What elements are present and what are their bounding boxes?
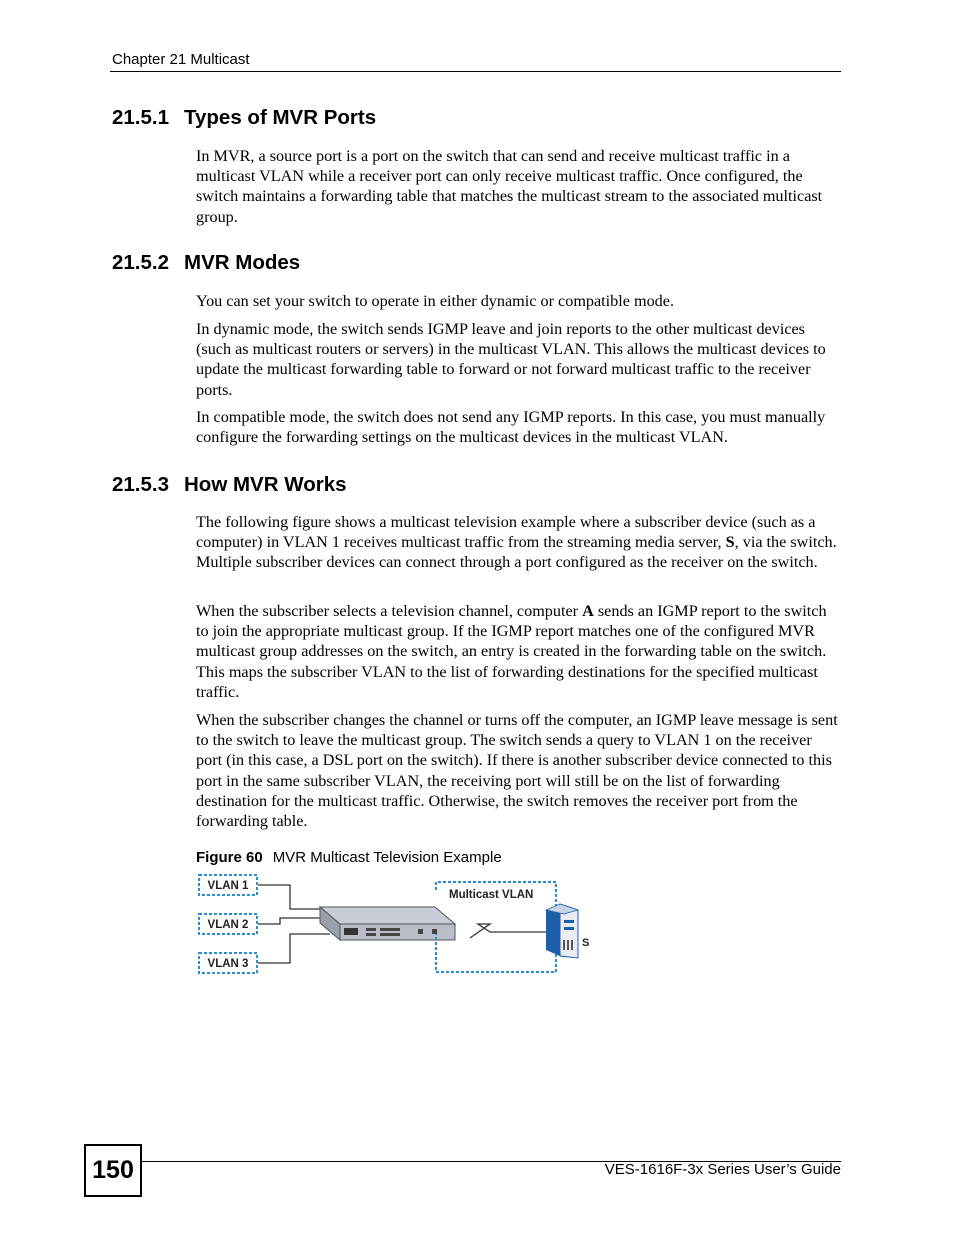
vlan-box xyxy=(199,875,257,895)
server-icon xyxy=(546,904,578,958)
section-heading-how-mvr-works xyxy=(112,473,347,497)
section-title: MVR Modes xyxy=(184,251,301,274)
vlan-box xyxy=(199,953,257,973)
guide-title: VES-1616F-3x Series User’s Guide xyxy=(604,1161,841,1178)
section-number: 21.5.1 xyxy=(112,106,169,129)
switch-icon xyxy=(320,907,455,940)
figure-label: Figure 60 xyxy=(196,849,263,866)
paragraph: The following figure shows a multicast television example where a subscriber device (such as a computer) in VLAN 1 receives multicast traffic from the streaming media server, S, via the switch. Multiple subscriber devices can connect through a port configured as the receiver on the switch. xyxy=(196,513,837,572)
paragraph: In MVR, a source port is a port on the switch that can send and receive multicast traffic in a multicast VLAN while a receiver port can only receive multicast traffic. Once configured, the switch maintains a forwarding table that matches the multicast stream to the associated multicast group. xyxy=(196,147,823,226)
figure-caption xyxy=(196,849,502,866)
vlan-label: VLAN 1 xyxy=(207,880,249,892)
server-label: S xyxy=(582,937,590,949)
paragraph: In compatible mode, the switch does not send any IGMP reports. In this case, you must manually configure the forwarding settings on the multicast devices in the multicast VLAN. xyxy=(196,408,826,447)
emphasis: S xyxy=(725,533,735,552)
figure-caption-text: MVR Multicast Television Example xyxy=(272,849,502,866)
vlan-box xyxy=(199,914,257,934)
section-title: Types of MVR Ports xyxy=(184,106,377,129)
paragraph: In dynamic mode, the switch sends IGMP leave and join reports to the other multicast devices (such as multicast routers or servers) in the multicast VLAN. This allows the multicast devices to update the multicast forwarding table to forward or not forward multicast traffic to the receiver ports. xyxy=(196,320,826,399)
section-heading-types-of-mvr-ports xyxy=(112,106,376,130)
paragraph: When the subscriber changes the channel or turns off the computer, an IGMP leave message is sent to the switch to leave the multicast group. The switch sends a query to VLAN 1 on the receiver port (in this case, a DSL port on the switch). If there is another subscriber device connected to this port in the same subscriber VLAN, the receiving port will still be on the list of forwarding destination for the multicast traffic. Otherwise, the switch removes the receiver port from the forwarding table. xyxy=(196,711,838,831)
paragraph: You can set your switch to operate in either dynamic or compatible mode. xyxy=(196,292,675,310)
vlan-label: VLAN 3 xyxy=(207,958,249,970)
vlan-label: VLAN 2 xyxy=(207,919,249,931)
section-number: 21.5.2 xyxy=(112,251,169,274)
mvr-diagram xyxy=(190,872,600,980)
section-title: How MVR Works xyxy=(184,473,347,496)
emphasis: A xyxy=(582,602,594,620)
section-number: 21.5.3 xyxy=(112,473,169,496)
header-rule xyxy=(110,71,841,72)
multicast-vlan-label: Multicast VLAN xyxy=(449,889,534,901)
running-header: Chapter 21 Multicast xyxy=(112,51,250,68)
page-number: 150 xyxy=(84,1144,142,1197)
paragraph: When the subscriber selects a television channel, computer A sends an IGMP report to the switch to join the appropriate multicast group. If the IGMP report matches one of the configured MVR multicast group addresses on the switch, an entry is created in the forwarding table on the switch. This maps the subscriber VLAN to the list of forwarding destinations for the specified multicast traffic. xyxy=(196,602,827,701)
section-heading-mvr-modes xyxy=(112,251,300,275)
